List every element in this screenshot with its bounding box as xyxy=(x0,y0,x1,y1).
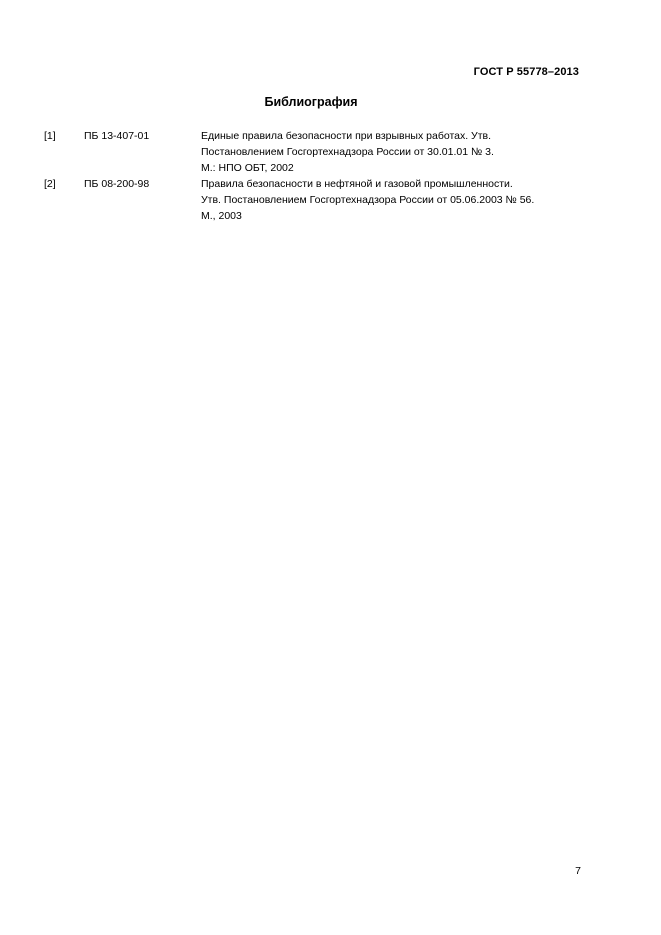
bibliography-title: Библиография xyxy=(264,95,358,109)
entry-description xyxy=(201,128,584,176)
document-code: ГОСТ Р 55778–2013 xyxy=(473,66,579,78)
entry-code: ПБ 13-407-01 xyxy=(84,130,150,142)
entry-number: [1] xyxy=(44,130,56,142)
entry-line: Постановлением Госгортехнадзора России от 30.01.01 № 3. xyxy=(201,146,494,158)
entry-code: ПБ 08-200-98 xyxy=(84,178,150,190)
bibliography-entry xyxy=(44,128,584,176)
page-number: 7 xyxy=(575,865,581,877)
entry-line: Правила безопасности в нефтяной и газовой промышленности. xyxy=(201,178,513,190)
entry-line: Единые правила безопасности при взрывных работах. Утв. xyxy=(201,130,492,142)
entry-line: Утв. Постановлением Госгортехнадзора России от 05.06.2003 № 56. xyxy=(201,194,535,206)
bibliography-list xyxy=(44,128,584,224)
entry-description xyxy=(201,176,584,224)
entry-line: М.: НПО ОБТ, 2002 xyxy=(201,162,294,174)
entry-number: [2] xyxy=(44,178,56,190)
entry-line: М., 2003 xyxy=(201,210,242,222)
bibliography-entry xyxy=(44,176,584,224)
